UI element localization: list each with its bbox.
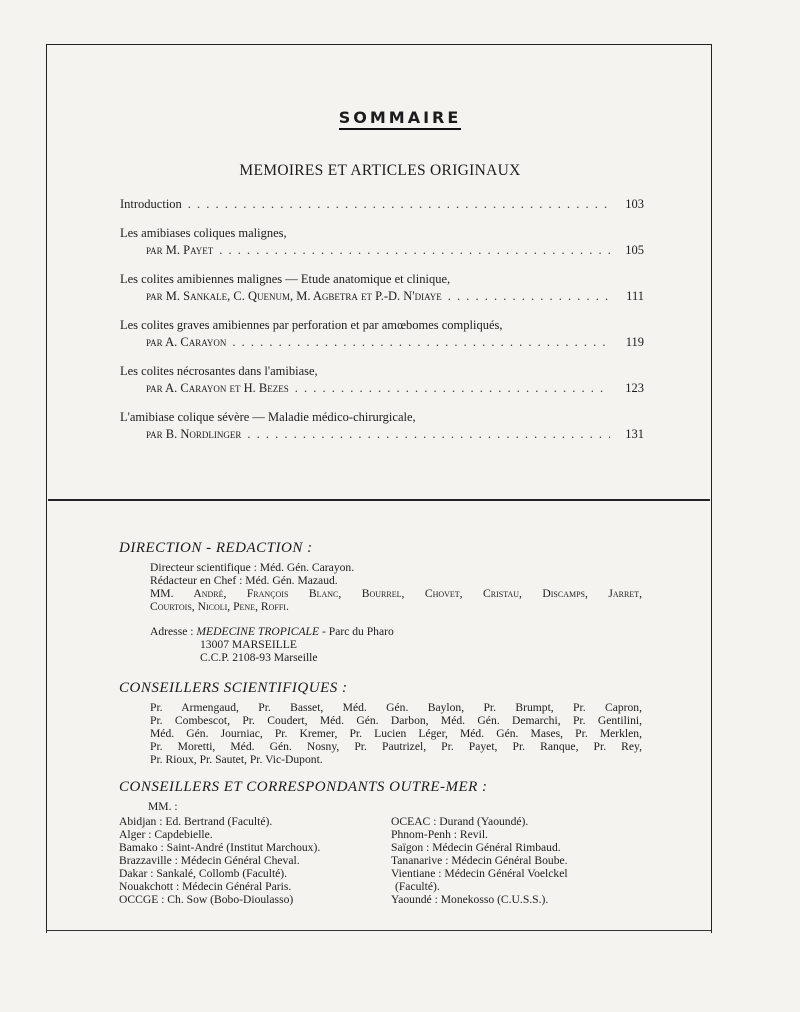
bottom-rule xyxy=(46,930,712,931)
sommaire-heading: SOMMAIRE xyxy=(0,108,800,127)
toc-title: Les colites amibiennes malignes — Etude anatomique et clinique, xyxy=(120,272,451,286)
leader-dots xyxy=(295,380,610,397)
toc-title: Introduction xyxy=(120,197,182,211)
correspondant-line: Abidjan : Ed. Bertrand (Faculté). xyxy=(119,815,273,828)
correspondant-line: OCEAC : Durand (Yaoundé). xyxy=(391,815,529,828)
direction-line: Rédacteur en Chef : Méd. Gén. Mazaud. xyxy=(150,574,338,587)
direction-body xyxy=(150,561,642,613)
correspondant-line: Bamako : Saint-André (Institut Marchoux). xyxy=(119,841,321,854)
toc-authors: par A. Carayon et H. Bezes xyxy=(146,381,289,395)
correspondant-line: Tananarive : Médecin Général Boube. xyxy=(391,854,568,867)
correspondant-line: Yaoundé : Monekosso (C.U.S.S.). xyxy=(391,893,549,906)
correspondant-line: Vientiane : Médecin Général Voelckel xyxy=(391,867,568,880)
toc-title: Les colites graves amibiennes par perforation et par amœbomes compliqués, xyxy=(120,318,503,332)
journal-name: MEDECINE TROPICALE xyxy=(196,625,320,638)
toc-page: 119 xyxy=(625,335,644,349)
outremer-right-column xyxy=(391,815,651,906)
toc-authors: par M. Payet xyxy=(146,243,214,257)
address-block xyxy=(150,625,550,664)
section-divider xyxy=(48,499,710,501)
section-title: MEMOIRES ET ARTICLES ORIGINAUX xyxy=(239,162,521,179)
conseillers-line: Pr. Combescot, Pr. Coudert, Méd. Gén. Darbon, Méd. Gén. Demarchi, Pr. Gentilini, xyxy=(150,714,642,727)
direction-title: DIRECTION - REDACTION : xyxy=(119,540,313,556)
leader-dots xyxy=(232,334,610,351)
conseillers-title: CONSEILLERS SCIENTIFIQUES : xyxy=(119,680,348,696)
toc-entry xyxy=(120,196,644,213)
correspondant-line: Dakar : Sankalé, Collomb (Faculté). xyxy=(119,867,288,880)
correspondant-line: Nouakchott : Médecin Général Paris. xyxy=(119,880,292,893)
direction-line: MM. André, François Blanc, Bourrel, Chovet, Cristau, Discamps, Jarret, xyxy=(150,587,642,600)
conseillers-line: Pr. Moretti, Méd. Gén. Nosny, Pr. Pautrizel, Pr. Payet, Pr. Ranque, Pr. Rey, xyxy=(150,740,642,753)
toc-entry xyxy=(120,409,644,443)
toc-page: 103 xyxy=(625,197,644,211)
table-of-contents xyxy=(120,196,644,455)
leader-dots xyxy=(448,288,610,305)
outremer-title: CONSEILLERS ET CORRESPONDANTS OUTRE-MER : xyxy=(119,779,488,795)
address-label: Adresse : xyxy=(150,625,194,638)
toc-page: 111 xyxy=(626,289,644,303)
address-street: - Parc du Pharo xyxy=(321,625,394,638)
leader-dots xyxy=(219,242,610,259)
toc-authors: par B. Nordlinger xyxy=(146,427,242,441)
address-city: 13007 MARSEILLE xyxy=(200,638,297,651)
correspondant-line: Saïgon : Médecin Général Rimbaud. xyxy=(391,841,561,854)
leader-dots xyxy=(188,196,610,213)
conseillers-line: Pr. Rioux, Pr. Sautet, Pr. Vic-Dupont. xyxy=(150,753,323,766)
correspondant-line: Phnom-Penh : Revil. xyxy=(391,828,488,841)
toc-entry xyxy=(120,225,644,259)
correspondant-line: (Faculté). xyxy=(395,880,440,893)
direction-line: Directeur scientifique : Méd. Gén. Carayon. xyxy=(150,561,355,574)
outremer-left-column xyxy=(119,815,389,906)
toc-page: 131 xyxy=(625,427,644,441)
outremer-mm: MM. : xyxy=(148,800,178,813)
toc-entry xyxy=(120,363,644,397)
correspondant-line: OCCGE : Ch. Sow (Bobo-Dioulasso) xyxy=(119,893,294,906)
toc-authors: par M. Sankale, C. Quenum, M. Agbetra et P.-D. N'diaye xyxy=(146,289,442,303)
conseillers-line: Pr. Armengaud, Pr. Basset, Méd. Gén. Baylon, Pr. Brumpt, Pr. Capron, xyxy=(150,701,642,714)
toc-title: Les amibiases coliques malignes, xyxy=(120,226,287,240)
address-ccp: C.C.P. 2108-93 Marseille xyxy=(200,651,318,664)
conseillers-body xyxy=(150,701,642,766)
correspondant-line: Brazzaville : Médecin Général Cheval. xyxy=(119,854,300,867)
toc-entry xyxy=(120,271,644,305)
direction-line: Courtois, Nicoli, Pene, Roffi. xyxy=(150,600,289,613)
leader-dots xyxy=(247,426,610,443)
toc-title: L'amibiase colique sévère — Maladie médico-chirurgicale, xyxy=(120,410,416,424)
toc-entry xyxy=(120,317,644,351)
correspondant-line: Alger : Capdebielle. xyxy=(119,828,213,841)
conseillers-line: Méd. Gén. Journiac, Pr. Kremer, Pr. Lucien Léger, Méd. Gén. Mases, Pr. Merklen, xyxy=(150,727,642,740)
toc-page: 105 xyxy=(625,243,644,257)
toc-page: 123 xyxy=(625,381,644,395)
toc-authors: par A. Carayon xyxy=(146,335,227,349)
toc-title: Les colites nécrosantes dans l'amibiase, xyxy=(120,364,318,378)
